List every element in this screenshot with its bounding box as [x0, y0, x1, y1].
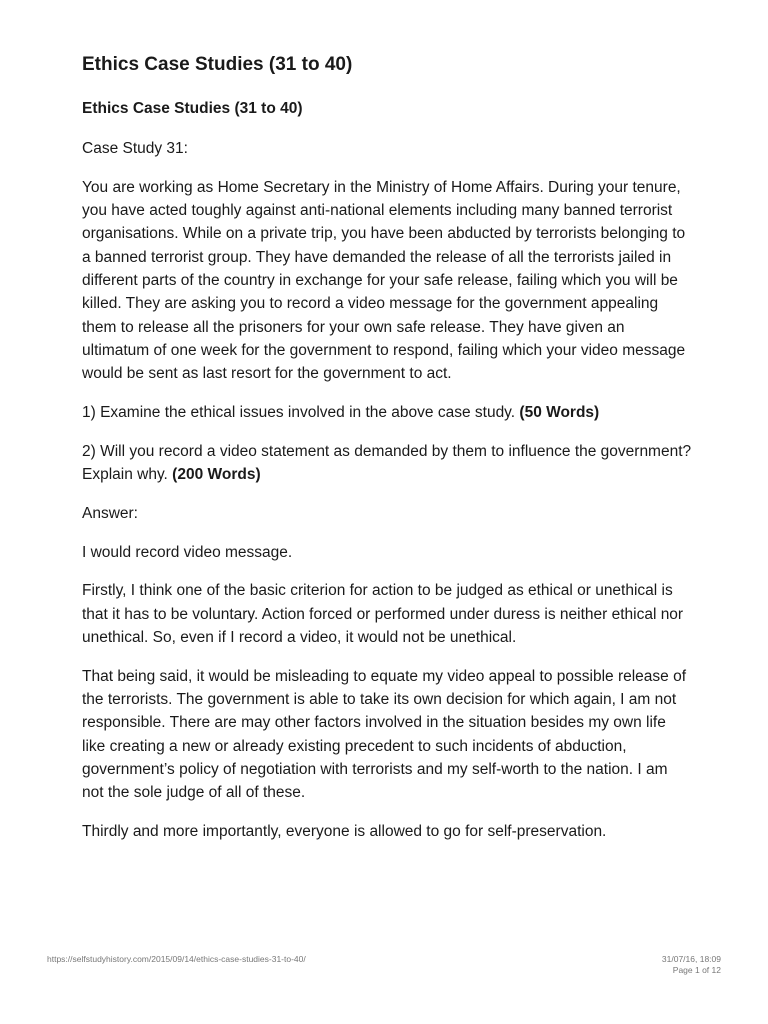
case-text: You are working as Home Secretary in the Ministry of Home Affairs. During your tenure, you have acted toughly against anti-national elements including many banned terrorist organisations. While on a private trip, you have been abducted by terrorists belonging to a banned terrorist group. They have demanded the release of all the terrorists jailed in different parts of the country in exchange for your safe release, failing which you will be killed. They are asking you to record a video message for the government appealing them to release all the prisoners for your own safe release. They have given an ultimatum of one week for the government to respond, failing which your video message would be sent as last resort for the government to act. — [82, 178, 686, 383]
case-label: Case Study 31: — [82, 140, 188, 157]
answer-paragraph-4: Thirdly and more importantly, everyone is allowed to go for self-preservation. — [82, 823, 607, 841]
answer-paragraph-1: I would record video message. — [82, 543, 293, 561]
question-1-words: (50 Words) — [519, 403, 600, 421]
document-body — [82, 52, 692, 859]
answer-label: Answer: — [82, 504, 138, 522]
section-heading: Ethics Case Studies (31 to 40) — [82, 100, 303, 117]
answer-paragraph-2: Firstly, I think one of the basic criterion for action to be judged as ethical or unethical is that it has to be voluntary. Action forced or performed under duress is neither ethical nor unethical. So, even if I record a video, it would not be unethical. — [82, 582, 684, 647]
footer-url[interactable]: https://selfstudyhistory.com/2015/09/14/ethics-case-studies-31-to-40/ — [47, 954, 306, 964]
page-title: Ethics Case Studies (31 to 40) — [82, 54, 353, 75]
question-1 — [82, 401, 692, 424]
question-1-text: 1) Examine the ethical issues involved in the above case study. — [82, 403, 520, 421]
footer-meta — [662, 954, 721, 976]
answer-paragraph-3: That being said, it would be misleading to equate my video appeal to possible release of the terrorists. The government is able to take its own decision for which again, I am not responsible. There are may other factors involved in the situation besides my own life like creating a new or already existing precedent to such incidents of abduction, government’s policy of negotiation with terrorists and my self-worth to the nation. I am not the sole judge of all of these. — [82, 667, 687, 802]
question-2-words: (200 Words) — [172, 466, 261, 484]
question-2 — [82, 440, 692, 487]
footer-datetime: 31/07/16, 18:09 — [661, 954, 721, 964]
footer-page-number: Page 1 of 12 — [672, 965, 721, 975]
question-2-text: 2) Will you record a video statement as demanded by them to influence the government? Explain why. — [82, 442, 692, 484]
